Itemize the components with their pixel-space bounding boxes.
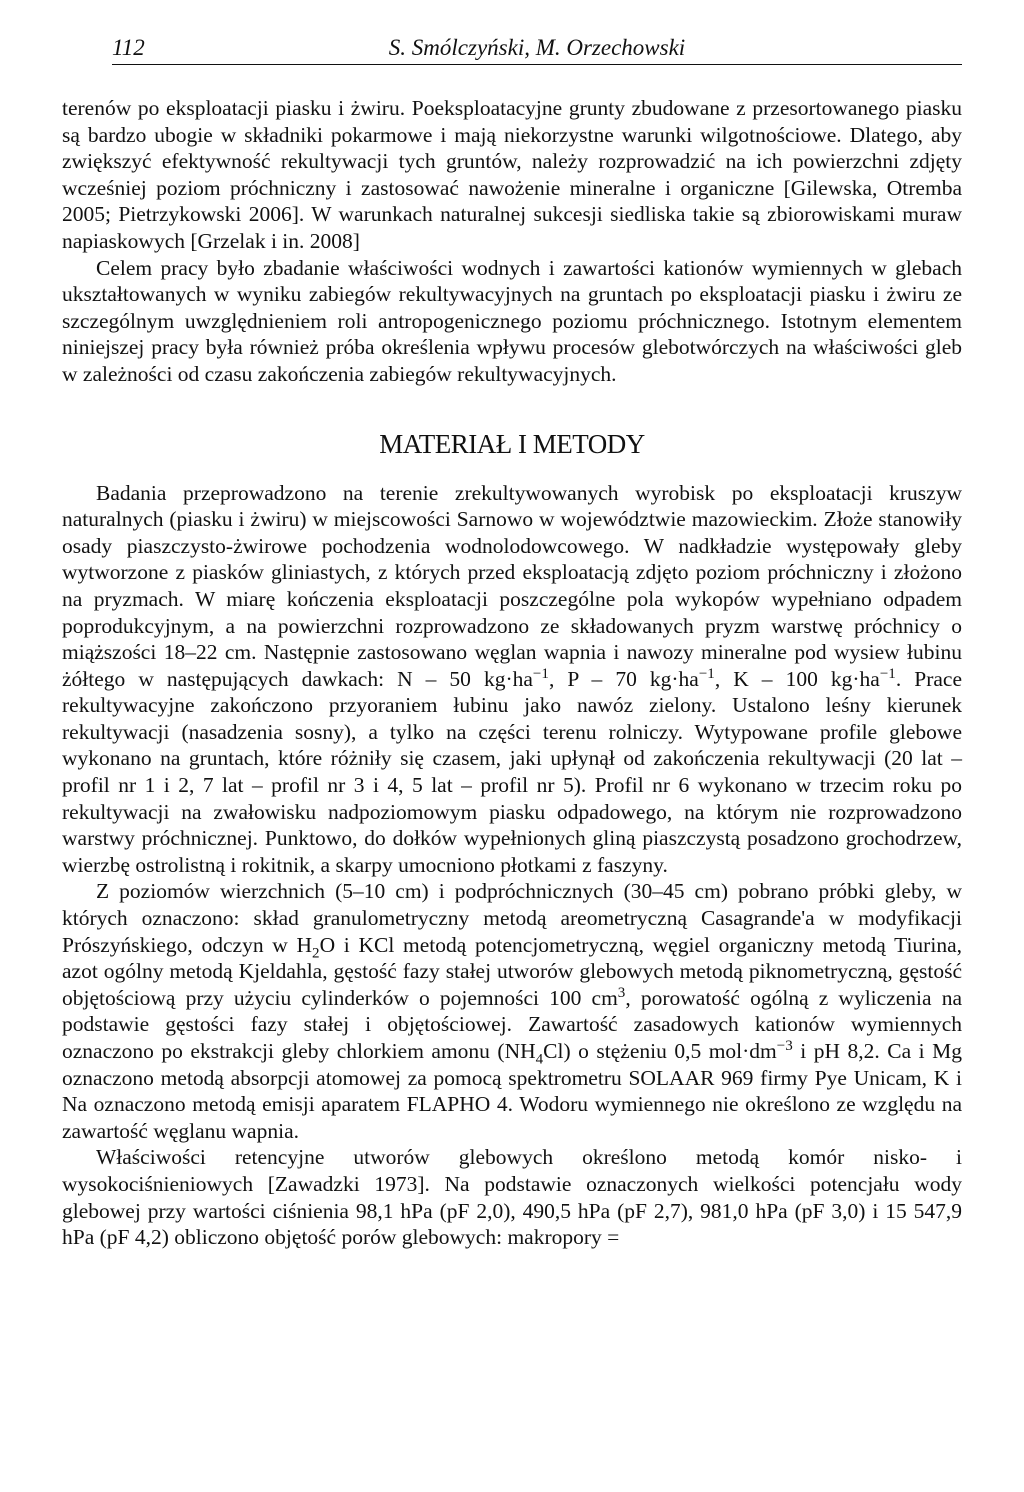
paragraph-intro-continuation: terenów po eksploatacji piasku i żwiru. Poeksploatacyjne grunty zbudowane z przesortowanego piasku są bardzo ubogie w składniki pokarmowe i mają niekorzystne warunki wilgotnościowe. Dlatego, aby zwiększyć efektywność rekultywacji tych gruntów, należy rozprowadzić na ich powierzchni zdjęty wcześniej poziom próchniczny i zastosować nawożenie mineralne i organiczne [Gilewska, Otremba 2005; Pietrzykowski 2006]. W warunkach naturalnej sukcesji siedliska takie są zbiorowiskami muraw napiaskowych [Grzelak i in. 2008] (62, 96, 962, 253)
paragraph-study-area (62, 480, 962, 879)
paragraph-retention: Właściwości retencyjne utworów glebowych określono metodą komór nisko- i wysokociśnieniowych [Zawadzki 1973]. Na podstawie oznaczonych wielkości potencjału wody glebowej przy wartości ciśnienia 98,1 hPa (pF 2,0), 490,5 hPa (pF 2,7), 981,0 hPa (pF 3,0) i 15 547,9 hPa (pF 4,2) obliczono objętość porów glebowych: makropory = (62, 1145, 962, 1250)
paragraph-aim: Celem pracy było zbadanie właściwości wodnych i zawartości kationów wymiennych w glebach ukształtowanych w wyniku zabiegów rekultywacyjnych na gruntach po eksploatacji piasku i żwiru ze szczególnym uwzględnieniem roli antropogenicznego poziomu próchnicznego. Istotnym elementem niniejszej pracy była również próba określenia wpływu procesów glebotwórczych na właściwości gleb w zależności od czasu zakończenia zabiegów rekultywacyjnych. (62, 255, 962, 386)
superscript: 3 (617, 984, 626, 1001)
superscript: −3 (776, 1037, 793, 1054)
text-segment: . Prace rekultywacyjne zakończono przyoraniem łubinu jako nawóz zielony. Ustalono leśny kierunek rekultywacji (nasadzenia sosny), a tylko na części terenu rolniczy. Wytypowane profile glebowe wykonano na gruntach, które różniły się czasem, jaki upłynął od zakończenia rekultywacji (20 lat – profil nr 1 i 2, 7 lat – profil nr 3 i 4, 5 lat – profil nr 5). Profil nr 6 wykonano w trzecim roku po rekultywacji na zwałowisku nadpoziomowym piasku odpadowego, na którym nie rozprowadzono warstwy próchnicznej. Punktowo, do dołków wypełnionych gliną piaszczystą posadzono grochodrzew, wierzbę ostrolistną i rokitnik, a skarpy umocniono płotkami z faszyny. (62, 666, 962, 877)
page-number: 112 (112, 35, 145, 60)
text-segment: Badania przeprowadzono na terenie zrekultywowanych wyrobisk po eksploatacji kruszyw naturalnych (piasku i żwiru) w miejscowości Sarnowo w województwie mazowieckim. Złoże stanowiły osady piaszczysto-żwirowe pochodzenia wodnolodowcowego. W nadkładzie występowały gleby wytworzone z piasków gliniastych, z których przed eksploatacją zdjęto poziom próchniczny i złożono na pryzmach. W miarę kończenia eksploatacji poszczególne pola wykopów wypełniano odpadem poprodukcyjnym, a na powierzchni rozprowadzono ze składowanych pryzm warstwę próchnicy o miąższości 18–22 cm. Następnie zastosowano węglan wapnia i nawozy mineralne pod wysiew łubinu żółtego w następujących dawkach: N – 50 kg·ha (62, 480, 962, 691)
text-segment: O i KCl metodą potencjometryczną, węgiel organiczny metodą Tiurina, azot ogólny metodą Kjeldahla, gęstość fazy stałej utworów glebowych metodą piknometryczną, gęstość objętościową przy użyciu cylinderków o pojemności 100 cm (62, 932, 962, 1010)
text-segment: i pH 8,2. Ca i Mg oznaczono metodą absorpcji atomowej za pomocą spektrometru SOLAAR 969 firmy Pye Unicam, K i Na oznaczono metodą emisji aparatem FLAPHO 4. Wodoru wymiennego nie określono ze względu na zawartość węglanu wapnia. (62, 1039, 962, 1143)
superscript: −1 (532, 665, 549, 682)
text-segment: , porowatość ogólną z wyliczenia na podstawie gęstości fazy stałej i objętościowej. Zawartość zasadowych kationów wymiennych oznaczono po ekstrakcji gleby chlorkiem amonu (NH (62, 985, 962, 1063)
subscript: 2 (312, 944, 320, 961)
running-header (112, 32, 962, 65)
section-heading: MATERIAŁ I METODY (379, 428, 645, 459)
running-header-authors: S. Smólczyński, M. Orzechowski (388, 35, 686, 60)
text-segment: Cl) o stężeniu 0,5 mol·dm (543, 1039, 777, 1063)
body-text (62, 95, 962, 1251)
subscript: 4 (535, 1051, 544, 1068)
paragraph-methods (62, 878, 962, 1144)
superscript: −1 (698, 665, 715, 682)
superscript: −1 (879, 665, 896, 682)
text-segment: , P – 70 kg·ha (548, 666, 699, 691)
text-segment: Z poziomów wierzchnich (5–10 cm) i podpróchnicznych (30–45 cm) pobrano próbki gleby, w których oznaczono: skład granulometryczny metodą areometryczną Casagrande'a w modyfikacji Prószyńskiego, odczyn w H (62, 879, 962, 957)
text-segment: , K – 100 kg·ha (714, 666, 880, 691)
